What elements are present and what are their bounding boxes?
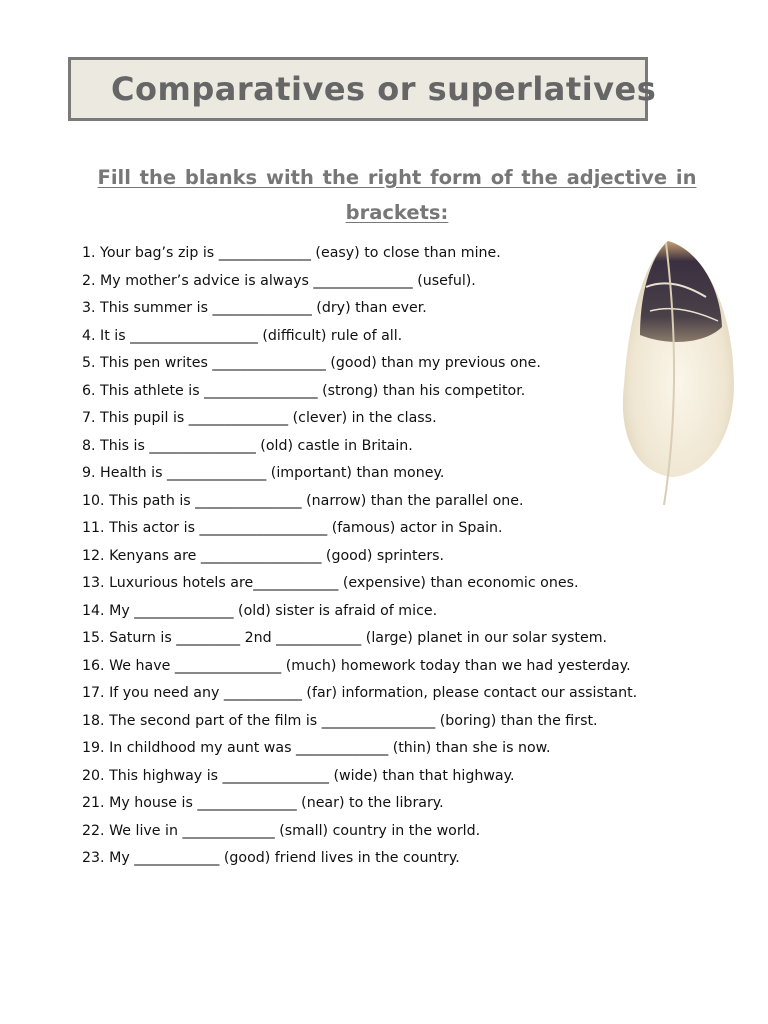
instruction-text: Fill the blanks with the right form of the adjective in brackets: bbox=[97, 166, 697, 224]
list-item: 18. The second part of the film is ________________ (boring) than the first. bbox=[82, 712, 598, 729]
list-item: 3. This summer is ______________ (dry) than ever. bbox=[82, 300, 427, 316]
list-item: 14. My ______________ (old) sister is afraid of mice. bbox=[82, 602, 438, 619]
list-item: 9. Health is ______________ (important) than money. bbox=[82, 465, 445, 481]
title-box bbox=[68, 57, 657, 121]
list-item: 13. Luxurious hotels are____________ (expensive) than economic ones. bbox=[82, 575, 579, 591]
list-item: 11. This actor is __________________ (famous) actor in Spain. bbox=[82, 520, 503, 536]
list-item: 12. Kenyans are _________________ (good) sprinters. bbox=[82, 547, 445, 564]
list-item: 7. This pupil is ______________ (clever) in the class. bbox=[82, 410, 437, 426]
list-item: 21. My house is ______________ (near) to the library. bbox=[82, 795, 444, 811]
list-item: 17. If you need any ___________ (far) information, please contact our assistant. bbox=[82, 685, 638, 701]
list-item: 16. We have _______________ (much) homework today than we had yesterday. bbox=[82, 657, 631, 674]
list-item: 10. This path is _______________ (narrow) than the parallel one. bbox=[82, 492, 524, 509]
list-item: 5. This pen writes ________________ (good) than my previous one. bbox=[82, 355, 541, 371]
list-item: 15. Saturn is _________ 2nd ____________ (large) planet in our solar system. bbox=[82, 630, 608, 646]
list-item: 2. My mother’s advice is always ______________ (useful). bbox=[82, 272, 476, 289]
list-item: 23. My ____________ (good) friend lives in the country. bbox=[82, 850, 460, 866]
list-item: 1. Your bag’s zip is _____________ (easy) to close than mine. bbox=[82, 245, 501, 261]
list-item: 20. This highway is _______________ (wide) than that highway. bbox=[82, 767, 515, 784]
list-item: 8. This is _______________ (old) castle in Britain. bbox=[82, 437, 413, 454]
list-item: 19. In childhood my aunt was _____________ (thin) than she is now. bbox=[82, 740, 551, 756]
list-item: 4. It is __________________ (difficult) rule of all. bbox=[82, 327, 403, 344]
worksheet-title: Comparatives or superlatives bbox=[111, 70, 657, 108]
list-item: 22. We live in _____________ (small) country in the world. bbox=[82, 822, 481, 839]
list-item: 6. This athlete is ________________ (strong) than his competitor. bbox=[82, 382, 526, 399]
exercise-list bbox=[82, 240, 722, 873]
